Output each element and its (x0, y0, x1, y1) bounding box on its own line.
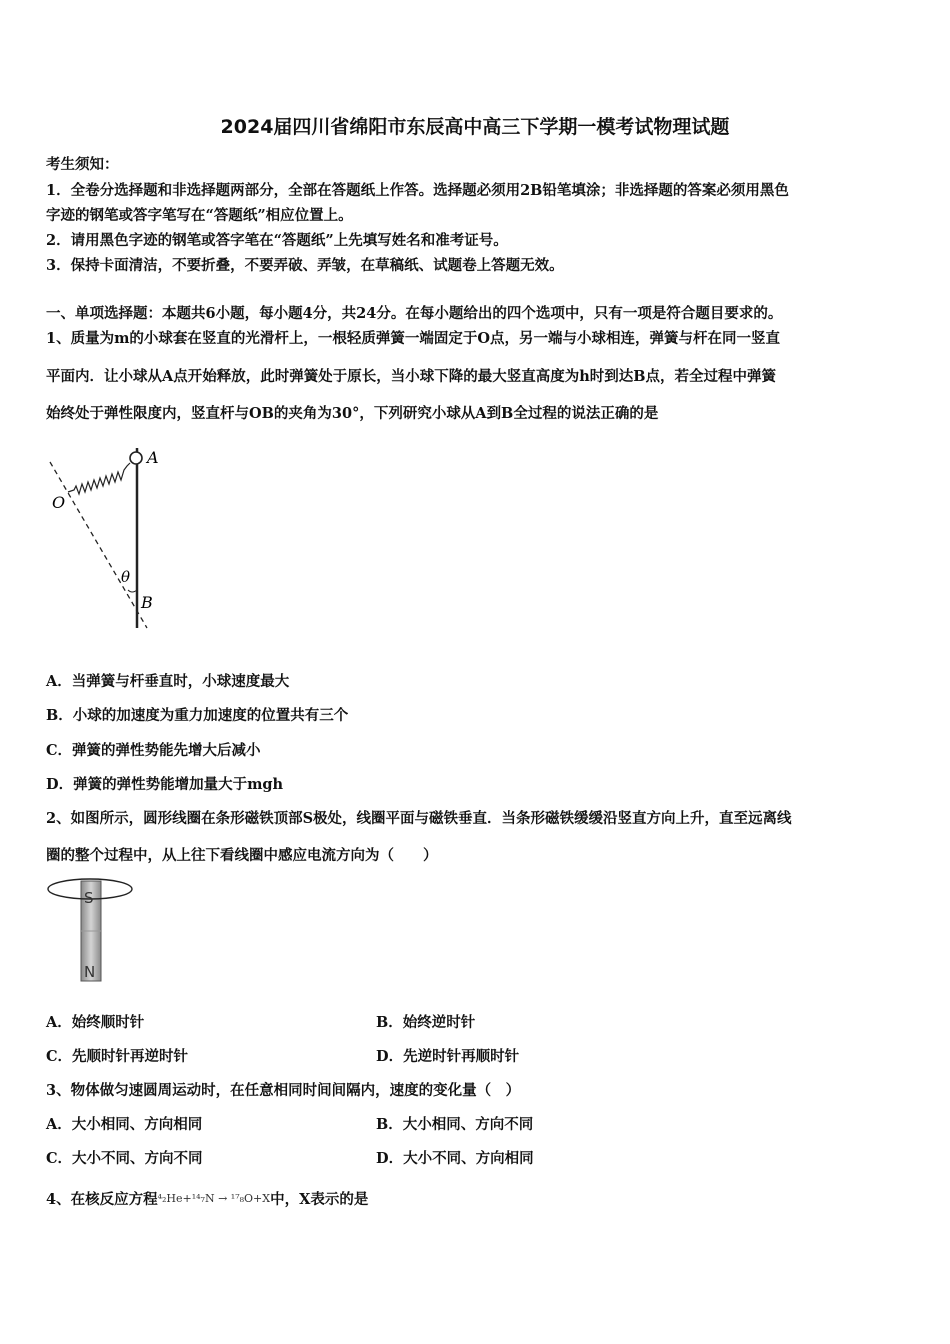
label-b: B (141, 593, 153, 612)
q3-option-b[interactable]: B．大小相同、方向不同 (376, 1116, 534, 1133)
q2-option-a[interactable]: A．始终顺时针 (46, 1014, 145, 1031)
q1-option-c[interactable]: C．弹簧的弹性势能先增大后减小 (46, 742, 261, 759)
q4-prefix: 4、在核反应方程 (46, 1191, 158, 1208)
q3-stem: 3、物体做匀速圆周运动时，在任意相同时间间隔内，速度的变化量（ ） (46, 1082, 521, 1099)
q1-stem-line: 始终处于弹性限度内，竖直杆与OB的夹角为30°，下列研究小球从A到B全过程的说法正确的是 (46, 405, 659, 422)
notice-item: 1．全卷分选择题和非选择题两部分，全部在答题纸上作答。选择题必须用2B铅笔填涂；非选择题的答案必须用黑色 (46, 182, 789, 199)
ob-dashed-line (50, 462, 147, 628)
q1-option-b[interactable]: B．小球的加速度为重力加速度的位置共有三个 (46, 707, 349, 724)
theta-arc (128, 590, 137, 592)
notice-heading: 考生须知： (46, 156, 119, 173)
notice-item: 3．保持卡面清洁，不要折叠，不要弄破、弄皱，在草稿纸、试题卷上答题无效。 (46, 257, 564, 274)
q1-figure (46, 440, 176, 635)
q4-suffix: 中，X表示的是 (270, 1191, 369, 1208)
q2-option-c[interactable]: C．先顺时针再逆时针 (46, 1048, 189, 1065)
section-heading: 一、单项选择题：本题共6小题，每小题4分，共24分。在每小题给出的四个选项中，只有一项是符合题目要求的。 (46, 305, 783, 322)
page-title: 2024届四川省绵阳市东辰高中高三下学期一模考试物理试题 (220, 116, 730, 138)
q2-figure (44, 873, 136, 985)
q3-option-c[interactable]: C．大小不同、方向不同 (46, 1150, 203, 1167)
notice-item: 字迹的钢笔或答字笔写在“答题纸”相应位置上。 (46, 207, 353, 224)
ball-a (130, 452, 142, 464)
notice-item: 2．请用黑色字迹的钢笔或答字笔在“答题纸”上先填写姓名和准考证号。 (46, 232, 508, 249)
q1-option-d[interactable]: D．弹簧的弹性势能增加量大于mgh (46, 776, 284, 793)
q1-stem-line: 1、质量为m的小球套在竖直的光滑杆上，一根轻质弹簧一端固定于O点，另一端与小球相连，弹簧与杆在同一竖直 (46, 330, 781, 347)
q2-stem-line: 圈的整个过程中，从上往下看线圈中感应电流方向为（ ） (46, 847, 438, 864)
label-theta: θ (121, 568, 131, 586)
label-a: A (147, 448, 159, 467)
q2-option-d[interactable]: D．先逆时针再顺时针 (376, 1048, 520, 1065)
q4-stem (46, 1188, 368, 1209)
q1-stem-line: 平面内．让小球从A点开始释放，此时弹簧处于原长，当小球下降的最大竖直高度为h时到达B点，若全过程中弹簧 (46, 368, 777, 385)
label-n: N (84, 963, 96, 981)
q3-option-d[interactable]: D．大小不同、方向相同 (376, 1150, 534, 1167)
q2-stem-line: 2、如图所示，圆形线圈在条形磁铁顶部S极处，线圈平面与磁铁垂直．当条形磁铁缓缓沿竖直方向上升，直至远离线 (46, 810, 792, 827)
label-s: S (84, 889, 94, 907)
label-o: O (52, 493, 66, 512)
nuclear-equation: ⁴₂He+¹⁴₇N → ¹⁷₈O+X (157, 1192, 271, 1205)
q3-option-a[interactable]: A．大小相同、方向相同 (46, 1116, 203, 1133)
q1-option-a[interactable]: A．当弹簧与杆垂直时，小球速度最大 (46, 673, 290, 690)
q2-option-b[interactable]: B．始终逆时针 (376, 1014, 476, 1031)
spring (68, 463, 130, 494)
